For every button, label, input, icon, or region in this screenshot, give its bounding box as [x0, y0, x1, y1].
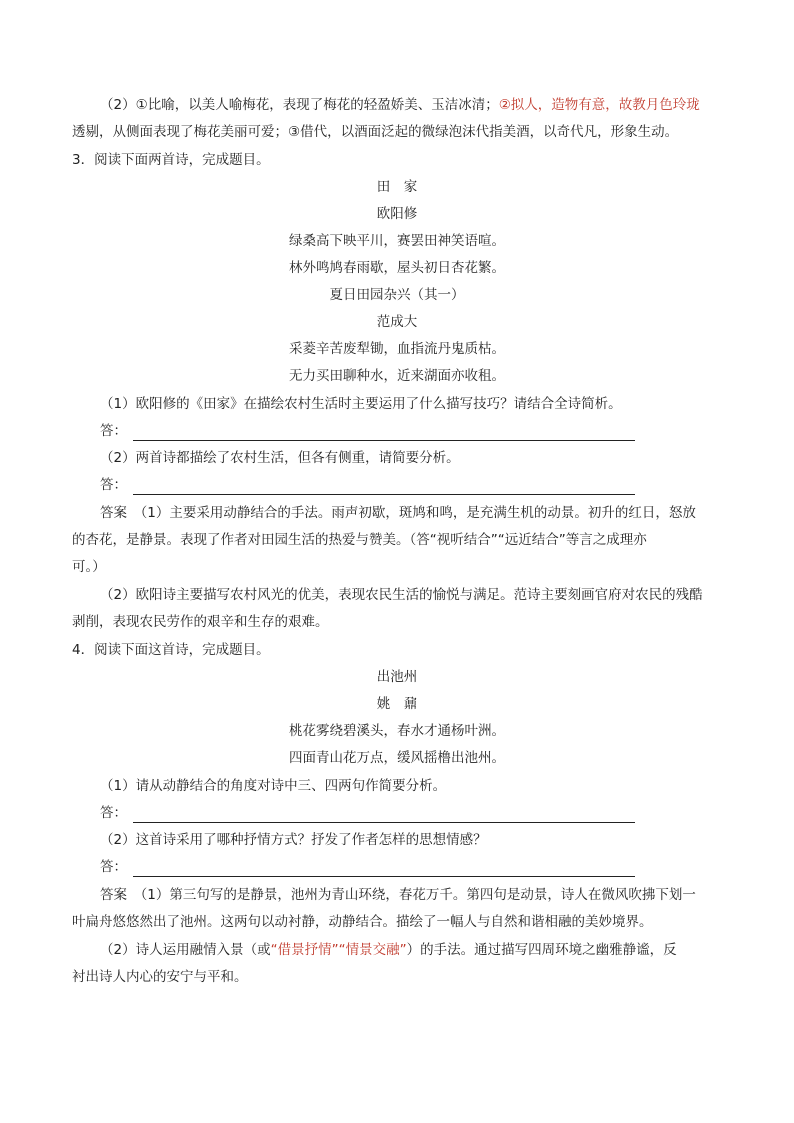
q3-answer-row-2 [100, 475, 635, 495]
q3-poem1-title: 田 家 [376, 179, 418, 195]
prev-answer-line-2: 透剔，从侧面表现了梅花美丽可爱；③借代，以酒面泛起的微绿泡沫代指美酒，以奇代凡，形象生动。 [72, 124, 679, 140]
q4-sub2: （2）这首诗采用了哪种抒情方式？抒发了作者怎样的思想情感？ [100, 832, 487, 848]
q3-poem2-line-1: 采菱辛苦废犁锄，血指流丹鬼质枯。 [289, 341, 505, 357]
q3-poem2-line-2: 无力买田聊种水，近来湖面亦收租。 [289, 368, 505, 384]
q4-ans2-red-text: “借景抒情”“情景交融” [270, 942, 407, 958]
answer-label: 答： [100, 859, 127, 875]
q3-ans1-text-1: （1）主要采用动静结合的手法。雨声初歇，斑鸠和鸣，是充满生机的动景。初升的红日，怒放 [140, 505, 696, 521]
q3-poem2-author: 范成大 [376, 314, 418, 330]
q3-poem1-line-1: 绿桑高下映平川，赛罢田神笑语喧。 [289, 233, 505, 249]
q3-ans1-line-3: 可。） [72, 559, 106, 575]
q3-ans1-line-2: 的杏花，是静景。表现了作者对田园生活的热爱与赞美。（答“视听结合”“远近结合”等言之成理亦 [72, 532, 647, 548]
q4-ans2-text-a: （2）诗人运用融情入景（或 [100, 942, 271, 958]
q3-ans1-line-1 [100, 503, 696, 523]
q4-poem-line-2: 四面青山花万点，缓风摇橹出池州。 [289, 750, 505, 766]
q4-ans2-line-2: 衬出诗人内心的安宁与平和。 [72, 969, 248, 985]
q4-ans1-text-1: （1）第三句写的是静景，池州为青山环绕，春花万千。第四句是动景，诗人在微风吹拂下划一 [140, 887, 696, 903]
q3-ans2-line-2: 剥削，表现农民劳作的艰辛和生存的艰难。 [72, 614, 329, 630]
answer-label: 答： [100, 805, 127, 821]
prev-answer-line-1 [100, 95, 700, 115]
q3-sub1: （1）欧阳修的《田家》在描绘农村生活时主要运用了什么描写技巧？请结合全诗简析。 [100, 396, 622, 412]
q4-answer-row-2 [100, 857, 635, 877]
q4-ans1-line-1 [100, 885, 696, 905]
answer-title: 答案 [100, 505, 127, 521]
q4-ans1-line-2: 叶扁舟悠悠然出了池州。这两句以动衬静，动静结合。描绘了一幅人与自然和谐相融的美妙境界。 [72, 914, 653, 930]
answer-label: 答： [100, 423, 127, 439]
answer-label: 答： [100, 477, 127, 493]
q3-ans2-line-1: （2）欧阳诗主要描写农村风光的优美，表现农民生活的愉悦与满足。范诗主要刻画官府对农民的残酷 [100, 587, 703, 603]
answer-title: 答案 [100, 887, 127, 903]
prev-answer-black-text: （2）①比喻，以美人喻梅花，表现了梅花的轻盈娇美、玉洁冰清； [100, 97, 499, 113]
q4-answer-row-1 [100, 803, 635, 823]
q4-heading: 4．阅读下面这首诗，完成题目。 [72, 642, 270, 658]
answer-blank-line[interactable] [133, 862, 635, 877]
answer-blank-line[interactable] [133, 808, 635, 823]
prev-answer-red-text: ②拟人，造物有意，故教月色玲珑 [498, 97, 700, 113]
answer-blank-line[interactable] [133, 480, 635, 495]
q3-answer-row-1 [100, 421, 635, 441]
q3-heading: 3．阅读下面两首诗，完成题目。 [72, 152, 270, 168]
q4-ans2-line-1 [100, 940, 677, 960]
answer-blank-line[interactable] [133, 426, 635, 441]
q4-poem-title: 出池州 [376, 669, 418, 685]
q4-sub1: （1）请从动静结合的角度对诗中三、四两句作简要分析。 [100, 778, 447, 794]
q4-poem-author: 姚 鼐 [376, 696, 418, 712]
q3-poem2-title: 夏日田园杂兴（其一） [329, 287, 465, 303]
q3-sub2: （2）两首诗都描绘了农村生活，但各有侧重，请简要分析。 [100, 450, 460, 466]
q4-poem-line-1: 桃花雾绕碧溪头，春水才通杨叶洲。 [289, 723, 505, 739]
q3-poem1-author: 欧阳修 [376, 206, 418, 222]
q3-poem1-line-2: 林外鸣鸠春雨歇，屋头初日杏花繁。 [289, 260, 505, 276]
q4-ans2-text-b: ）的手法。通过描写四周环境之幽雅静谧，反 [406, 942, 677, 958]
